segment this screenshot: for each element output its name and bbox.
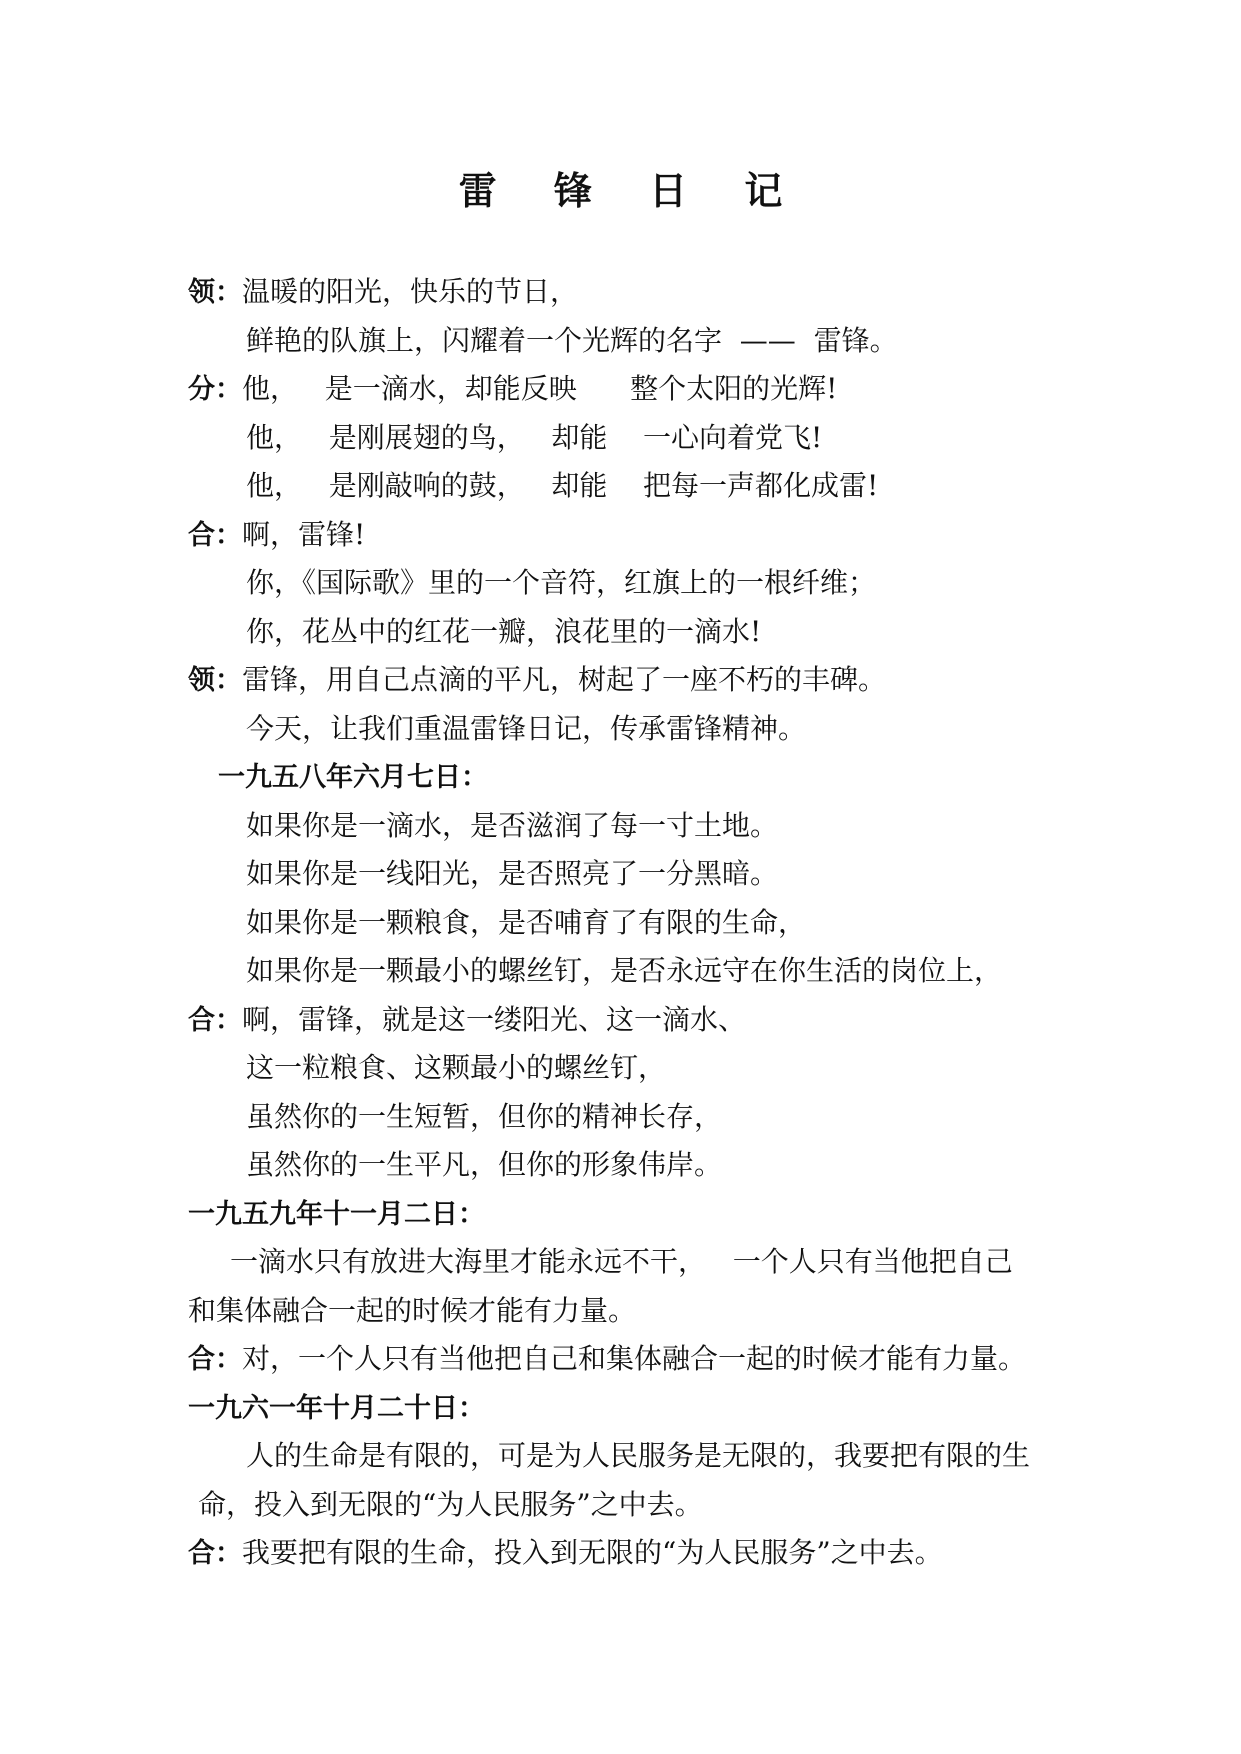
text-line (188, 1238, 1088, 1287)
speaker-label: 合： (188, 1004, 242, 1036)
text-line (188, 656, 1088, 705)
line-text: 你，《国际歌》里的一个音符，红旗上的一根纤维； (246, 566, 877, 599)
line-text: 今天，让我们重温雷锋日记，传承雷锋精神。 (246, 711, 807, 745)
diary-date (188, 1190, 1088, 1239)
line-text: 我要把有限的生命，投入到无限的“为人民服务”之中去。 (242, 1536, 943, 1569)
text-line (188, 705, 1088, 754)
line-text: 啊，雷锋，就是这一缕阳光、这一滴水、 (242, 1002, 747, 1036)
text-line (188, 1141, 1088, 1190)
date-heading: 一九五九年十一月二日： (188, 1198, 485, 1230)
text-line (188, 802, 1088, 851)
line-text: 他， 是刚敲响的鼓， 却能 把每一声都化成雷! (246, 469, 879, 502)
text-line (188, 1432, 1088, 1481)
text-line (188, 1287, 1088, 1336)
diary-date (188, 753, 1088, 802)
line-text: 虽然你的一生短暂，但你的精神长存， (246, 1099, 723, 1133)
text-line (188, 947, 1088, 996)
line-text: 如果你是一颗最小的螺丝钉，是否永远守在你生活的岗位上， (246, 954, 1003, 987)
line-text: 对，一个人只有当他把自己和集体融合一起的时候才能有力量。 (242, 1342, 1027, 1375)
text-line (188, 559, 1088, 608)
line-text: 如果你是一滴水，是否滋润了每一寸土地。 (246, 808, 779, 842)
speaker-label: 分： (188, 374, 242, 405)
date-heading: 一九五八年六月七日： (218, 762, 488, 793)
text-line (188, 511, 1088, 560)
speaker-label: 领： (188, 277, 242, 308)
line-text: 啊，雷锋! (242, 517, 366, 551)
text-line (188, 899, 1088, 948)
text-line (188, 1481, 1088, 1530)
speaker-label: 领： (188, 665, 242, 696)
line-text: 温暖的阳光，快乐的节日， (242, 275, 579, 308)
date-heading: 一九六一年十月二十日： (188, 1392, 485, 1424)
text-line (188, 1335, 1088, 1384)
line-text: 雷锋，用自己点滴的平凡，树起了一座不朽的丰碑。 (242, 663, 887, 696)
text-line (188, 1093, 1088, 1142)
text-line (188, 850, 1088, 899)
line-text: 如果你是一线阳光，是否照亮了一分黑暗。 (246, 857, 779, 890)
text-line (188, 414, 1088, 463)
speaker-label: 合： (188, 519, 242, 551)
text-line (188, 268, 1088, 317)
line-text: 和集体融合一起的时候才能有力量。 (188, 1293, 637, 1327)
line-text: 他， 是一滴水，却能反映 整个太阳的光辉! (242, 372, 838, 405)
line-text: 如果你是一颗粮食，是否哺育了有限的生命， (246, 905, 807, 939)
page-title: 雷 锋 日 记 (458, 168, 805, 213)
line-text: 人的生命是有限的，可是为人民服务是无限的，我要把有限的生 (246, 1439, 1031, 1472)
line-text: 他， 是刚展翅的鸟， 却能 一心向着党飞! (246, 420, 823, 454)
line-text: 你，花丛中的红花一瓣，浪花里的一滴水! (246, 614, 762, 648)
line-text: 虽然你的一生平凡，但你的形象伟岸。 (246, 1148, 723, 1181)
line-text: 命，投入到无限的“为人民服务”之中去。 (198, 1487, 703, 1521)
speaker-label: 合： (188, 1538, 242, 1569)
diary-date (188, 1384, 1088, 1433)
text-line (188, 317, 1088, 366)
text-line (188, 608, 1088, 657)
text-line (188, 365, 1088, 414)
line-text: 这一粒粮食、这颗最小的螺丝钉， (246, 1051, 667, 1084)
line-text: 一滴水只有放进大海里才能永远不干， 一个人只有当他把自己 (230, 1245, 1013, 1278)
line-text: 鲜艳的队旗上，闪耀着一个光辉的名字 —— 雷锋。 (246, 323, 898, 357)
document-body (188, 268, 1088, 1578)
text-line (188, 996, 1088, 1045)
speaker-label: 合： (188, 1344, 242, 1375)
text-line (188, 462, 1088, 511)
text-line (188, 1044, 1088, 1093)
text-line (188, 1529, 1088, 1578)
